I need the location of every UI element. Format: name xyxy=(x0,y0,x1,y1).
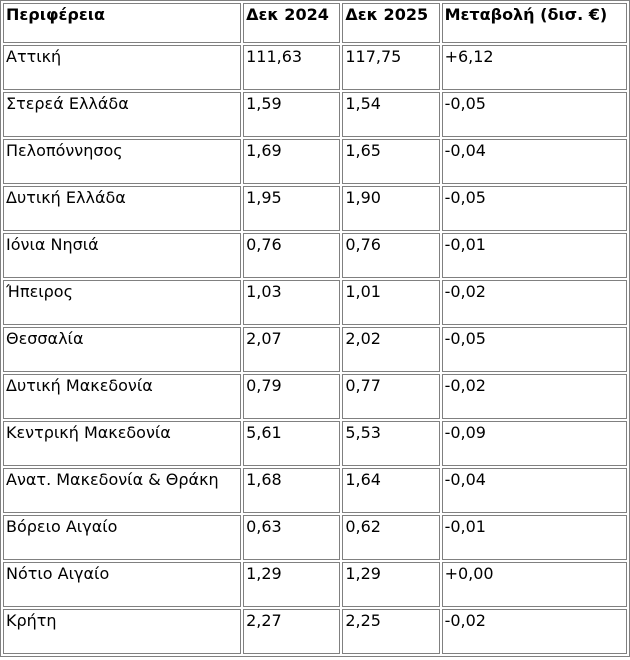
cell-change: -0,01 xyxy=(442,515,627,560)
table-row xyxy=(3,609,627,654)
cell-dec-2025: 0,77 xyxy=(342,374,439,419)
cell-dec-2025: 5,53 xyxy=(342,421,439,466)
cell-change: -0,05 xyxy=(442,186,627,231)
table-row xyxy=(3,92,627,137)
cell-dec-2024: 1,03 xyxy=(243,280,340,325)
cell-dec-2024: 1,68 xyxy=(243,468,340,513)
table-body xyxy=(3,45,627,654)
cell-change: -0,02 xyxy=(442,280,627,325)
cell-dec-2025: 0,76 xyxy=(342,233,439,278)
cell-dec-2024: 0,63 xyxy=(243,515,340,560)
header-region: Περιφέρεια xyxy=(3,3,241,43)
table-row xyxy=(3,562,627,607)
cell-dec-2024: 0,76 xyxy=(243,233,340,278)
cell-change: -0,04 xyxy=(442,139,627,184)
cell-dec-2025: 1,65 xyxy=(342,139,439,184)
cell-dec-2024: 111,63 xyxy=(243,45,340,90)
cell-region: Δυτική Μακεδονία xyxy=(3,374,241,419)
cell-region: Ανατ. Μακεδονία & Θράκη xyxy=(3,468,241,513)
cell-region: Κεντρική Μακεδονία xyxy=(3,421,241,466)
table-row xyxy=(3,468,627,513)
cell-dec-2025: 1,54 xyxy=(342,92,439,137)
cell-region: Θεσσαλία xyxy=(3,327,241,372)
table-row xyxy=(3,421,627,466)
table-row xyxy=(3,374,627,419)
table-row xyxy=(3,233,627,278)
table-header xyxy=(3,3,627,43)
cell-change: -0,04 xyxy=(442,468,627,513)
cell-change: -0,09 xyxy=(442,421,627,466)
cell-dec-2024: 2,07 xyxy=(243,327,340,372)
cell-change: +0,00 xyxy=(442,562,627,607)
cell-region: Ιόνια Νησιά xyxy=(3,233,241,278)
header-dec-2025: Δεκ 2025 xyxy=(342,3,439,43)
cell-region: Βόρειο Αιγαίο xyxy=(3,515,241,560)
table-row xyxy=(3,45,627,90)
header-change: Μεταβολή (δισ. €) xyxy=(442,3,627,43)
cell-region: Αττική xyxy=(3,45,241,90)
cell-dec-2024: 1,59 xyxy=(243,92,340,137)
cell-dec-2025: 117,75 xyxy=(342,45,439,90)
cell-dec-2024: 2,27 xyxy=(243,609,340,654)
cell-region: Στερεά Ελλάδα xyxy=(3,92,241,137)
table-row xyxy=(3,327,627,372)
table-row xyxy=(3,139,627,184)
table-row xyxy=(3,280,627,325)
cell-dec-2024: 1,29 xyxy=(243,562,340,607)
cell-dec-2025: 1,01 xyxy=(342,280,439,325)
cell-region: Νότιο Αιγαίο xyxy=(3,562,241,607)
header-dec-2024: Δεκ 2024 xyxy=(243,3,340,43)
header-row xyxy=(3,3,627,43)
cell-dec-2024: 1,69 xyxy=(243,139,340,184)
cell-change: -0,05 xyxy=(442,327,627,372)
cell-dec-2025: 0,62 xyxy=(342,515,439,560)
table-row xyxy=(3,186,627,231)
cell-change: -0,02 xyxy=(442,609,627,654)
cell-change: +6,12 xyxy=(442,45,627,90)
cell-region: Ήπειρος xyxy=(3,280,241,325)
cell-dec-2025: 1,29 xyxy=(342,562,439,607)
cell-change: -0,02 xyxy=(442,374,627,419)
cell-change: -0,05 xyxy=(442,92,627,137)
cell-dec-2025: 2,02 xyxy=(342,327,439,372)
cell-dec-2024: 0,79 xyxy=(243,374,340,419)
cell-change: -0,01 xyxy=(442,233,627,278)
cell-region: Δυτική Ελλάδα xyxy=(3,186,241,231)
cell-dec-2024: 1,95 xyxy=(243,186,340,231)
table-row xyxy=(3,515,627,560)
cell-dec-2025: 1,64 xyxy=(342,468,439,513)
cell-dec-2025: 1,90 xyxy=(342,186,439,231)
cell-region: Κρήτη xyxy=(3,609,241,654)
cell-region: Πελοπόννησος xyxy=(3,139,241,184)
cell-dec-2024: 5,61 xyxy=(243,421,340,466)
cell-dec-2025: 2,25 xyxy=(342,609,439,654)
